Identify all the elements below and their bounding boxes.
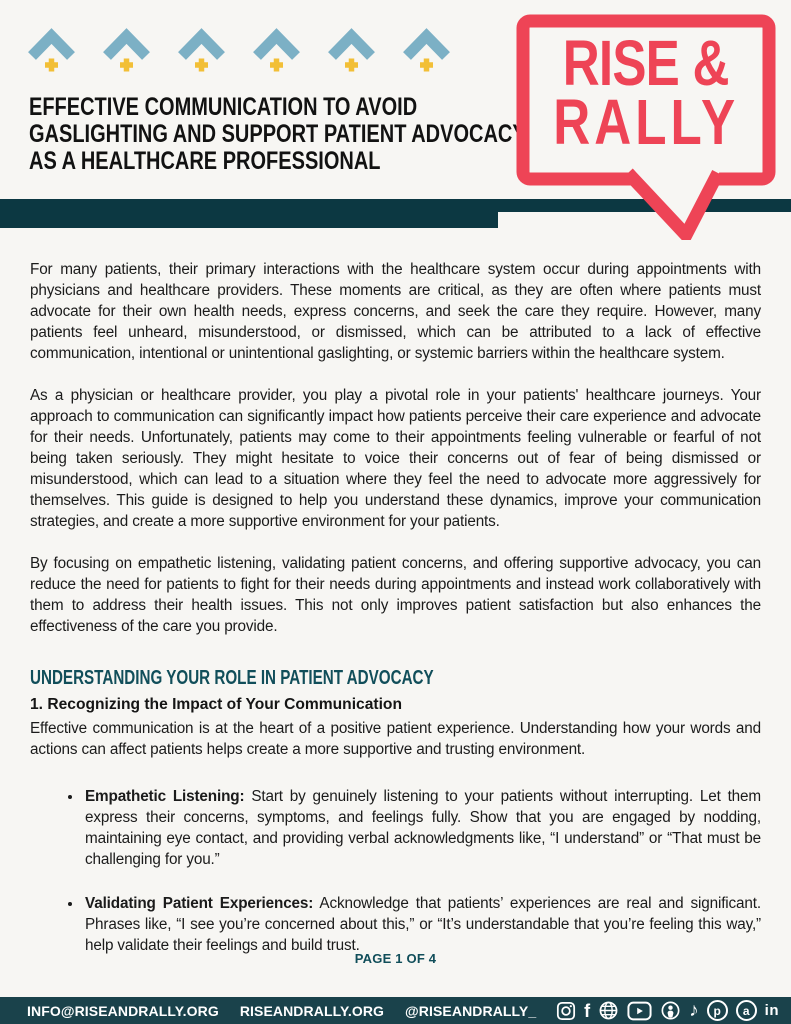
- pinterest-icon[interactable]: [707, 1000, 728, 1021]
- pinterest-letter: p: [713, 1003, 721, 1018]
- list-item: [83, 893, 761, 956]
- instagram-icon[interactable]: [556, 1001, 576, 1021]
- footer-links: [27, 1003, 536, 1019]
- chevron-plus-icon: [178, 27, 225, 73]
- threads-icon[interactable]: [736, 1000, 757, 1021]
- footer-handle[interactable]: @RISEANDRALLY_: [405, 1002, 537, 1019]
- tiktok-icon[interactable]: ♪: [689, 999, 699, 1021]
- body-content: [30, 259, 761, 956]
- brand-logo-line-2: RALLY: [553, 86, 739, 158]
- facebook-icon[interactable]: f: [584, 1000, 591, 1021]
- social-icons: [556, 1000, 779, 1021]
- paragraph: For many patients, their primary interactions with the healthcare system occur during appointments with physicians and healthcare providers. These moments are critical, as they are often where patients must advocate for their own health needs, express concerns, and seek the care they require. However, many patients feel unheard, misunderstood, or dismissed, which can be attributed to a lack of effective communication, intentional or unintentional gaslighting, or systemic barriers within the healthcare system.: [30, 261, 761, 362]
- brand-logo: [516, 14, 776, 240]
- paragraph: By focusing on empathetic listening, validating patient concerns, and offering supportive advocacy, you can reduce the need for patients to fight for their needs during appointments and instead work collaboratively with them to address their health issues. This not only improves patient satisfaction but also enhances the effectiveness of the care you provide.: [30, 555, 761, 635]
- podcast-icon[interactable]: [660, 1000, 681, 1021]
- brand-logo-line-1: RISE &: [563, 27, 729, 99]
- paragraph: As a physician or healthcare provider, you play a pivotal role in your patients' healthcare journeys. Your approach to communication can significantly impact how patients perceive their care experience and advocate for their needs. Unfortunately, patients may come to their appointments feeling vulnerable or fearful of not being taken seriously. They might hesitate to voice their concerns out of fear of being dismissed or misunderstood, which can lead to a situation where they feel the need to advocate more aggressively for themselves. This guide is designed to help you understand these dynamics, improve your communication strategies, and create a more supportive environment for your patients.: [30, 387, 761, 530]
- section-intro: Effective communication is at the heart of a positive patient experience. Understanding how your words and actions can affect patients helps create a more supportive and trusting environment.: [30, 720, 761, 758]
- list-item: [83, 786, 761, 870]
- linkedin-icon[interactable]: in: [764, 1001, 779, 1019]
- page-indicator: PAGE 1 OF 4: [354, 951, 437, 966]
- bullet-label: Empathetic Listening:: [85, 788, 245, 805]
- bullet-text: Acknowledge that patients’ experiences are real and significant. Phrases like, “I see you’re concerned about this,” or “It’s understandable that you’re feeling this way,” help validate their feelings and build trust.: [85, 895, 761, 954]
- section-heading-text: UNDERSTANDING YOUR ROLE IN PATIENT ADVOCACY: [30, 667, 434, 689]
- brand-logo-text: [516, 14, 776, 158]
- section-heading: [30, 668, 761, 689]
- page-title-line-1: EFFECTIVE COMMUNICATION TO AVOID: [29, 93, 418, 121]
- divider-bar-thick: [0, 199, 498, 228]
- globe-icon[interactable]: [598, 1000, 619, 1021]
- page-title-line-3: AS A HEALTHCARE PROFESSIONAL: [29, 147, 381, 175]
- section-subheading: 1. Recognizing the Impact of Your Communication: [30, 696, 402, 713]
- bullet-text: Start by genuinely listening to your patients without interrupting. Let them express their concerns, symptoms, and feelings fully. Show that you are engaged by nodding, maintaining eye contact, and providing verbal acknowledgments like, “I understand” or “That must be challenging for you.”: [85, 788, 761, 868]
- chevron-plus-icon: [403, 27, 450, 73]
- chevron-plus-icon: [28, 27, 75, 73]
- chevron-plus-icon: [328, 27, 375, 73]
- page-title-line-2: GASLIGHTING AND SUPPORT PATIENT ADVOCACY: [29, 120, 526, 148]
- youtube-icon[interactable]: [627, 1001, 652, 1021]
- footer-website[interactable]: RISEANDRALLY.ORG: [239, 1002, 385, 1019]
- threads-letter: a: [742, 1003, 750, 1018]
- footer-bar: [0, 997, 791, 1024]
- chevron-plus-icon: [253, 27, 300, 73]
- bullet-label: Validating Patient Experiences:: [85, 895, 314, 912]
- chevron-row: [28, 27, 450, 73]
- chevron-plus-icon: [103, 27, 150, 73]
- bullet-list: [30, 786, 761, 956]
- footer-email[interactable]: INFO@RISEANDRALLY.ORG: [27, 1002, 219, 1019]
